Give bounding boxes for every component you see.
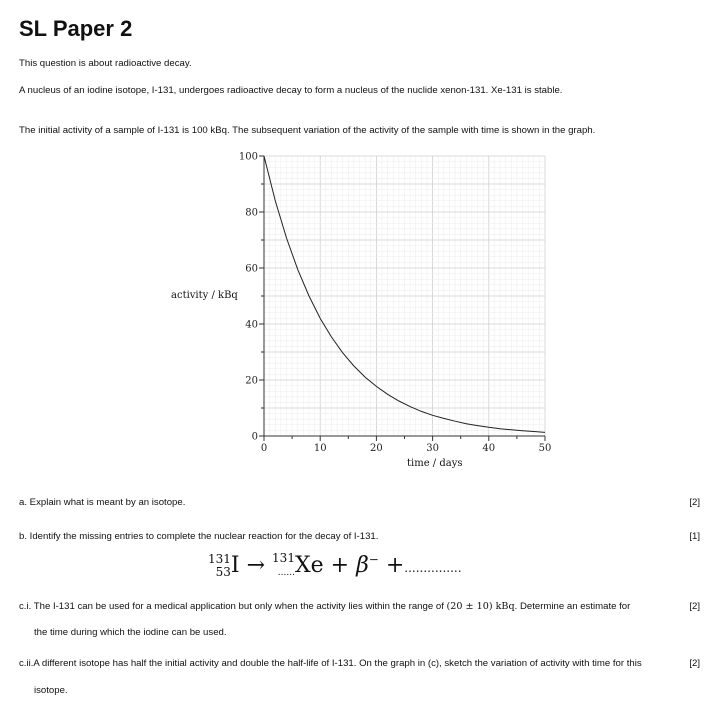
marks-a: [2] xyxy=(689,497,700,508)
graph-intro-text: The initial activity of a sample of I-131 is 100 kBq. The subsequent variation of the activity of the sample with time is shown in the graph. xyxy=(19,125,596,136)
y-tick-label: 40 xyxy=(245,319,258,331)
x-tick-label: 40 xyxy=(482,443,496,454)
question-ci-continued: the time during which the iodine can be used. xyxy=(34,627,227,638)
beta-symbol: β xyxy=(356,553,369,578)
arrow-symbol: → xyxy=(246,553,266,578)
question-a: a. Explain what is meant by an isotope. xyxy=(19,497,186,508)
y-tick-label: 0 xyxy=(251,431,258,443)
y-tick-label: 80 xyxy=(245,207,258,219)
daughter-symbol: Xe xyxy=(294,553,324,578)
daughter-atomic-blank: ...... xyxy=(277,568,295,578)
parent-atomic-number: 53 xyxy=(215,565,231,579)
x-axis-label: time / days xyxy=(407,458,463,469)
range-math: (20 ± 10) kBq xyxy=(446,601,515,612)
y-tick-label: 100 xyxy=(238,151,258,163)
plus-sign-2: + xyxy=(385,553,405,578)
missing-entry-blank: ............... xyxy=(404,561,462,575)
page-title: SL Paper 2 xyxy=(19,16,133,41)
question-ci-text-after: . Determine an estimate for xyxy=(514,601,631,612)
plus-sign: + xyxy=(330,553,350,578)
daughter-mass-number: 131 xyxy=(272,551,295,565)
y-tick-label: 20 xyxy=(245,375,258,387)
x-tick-label: 50 xyxy=(538,443,552,454)
intro-text: This question is about radioactive decay. xyxy=(19,58,192,69)
marks-cii: [2] xyxy=(689,658,700,669)
x-tick-label: 0 xyxy=(260,443,268,454)
question-b: b. Identify the missing entries to complete the nuclear reaction for the decay of I-131. xyxy=(19,531,379,542)
marks-b: [1] xyxy=(689,531,700,542)
parent-symbol: I xyxy=(230,553,240,578)
question-cii: c.ii.A different isotope has half the initial activity and double the half-life of I-131. On the graph in (c), sketch the variation of activity with time for this xyxy=(19,658,642,669)
x-tick-label: 30 xyxy=(426,443,439,454)
marks-ci: [2] xyxy=(689,601,700,612)
question-ci-text: c.i. The I-131 can be used for a medical application but only when the activity lies within the range of xyxy=(19,601,444,612)
context-text: A nucleus of an iodine isotope, I-131, undergoes radioactive decay to form a nucleus of the nuclide xenon-131. Xe-131 is stable. xyxy=(19,85,563,96)
beta-charge: − xyxy=(368,552,379,567)
x-tick-label: 20 xyxy=(370,443,383,454)
question-cii-continued: isotope. xyxy=(34,685,68,696)
question-ci xyxy=(19,601,630,612)
y-tick-label: 60 xyxy=(245,263,258,275)
parent-mass-number: 131 xyxy=(208,552,231,566)
nuclear-equation xyxy=(208,552,462,580)
x-tick-label: 10 xyxy=(313,443,327,454)
y-axis-label: activity / kBq xyxy=(171,290,238,301)
